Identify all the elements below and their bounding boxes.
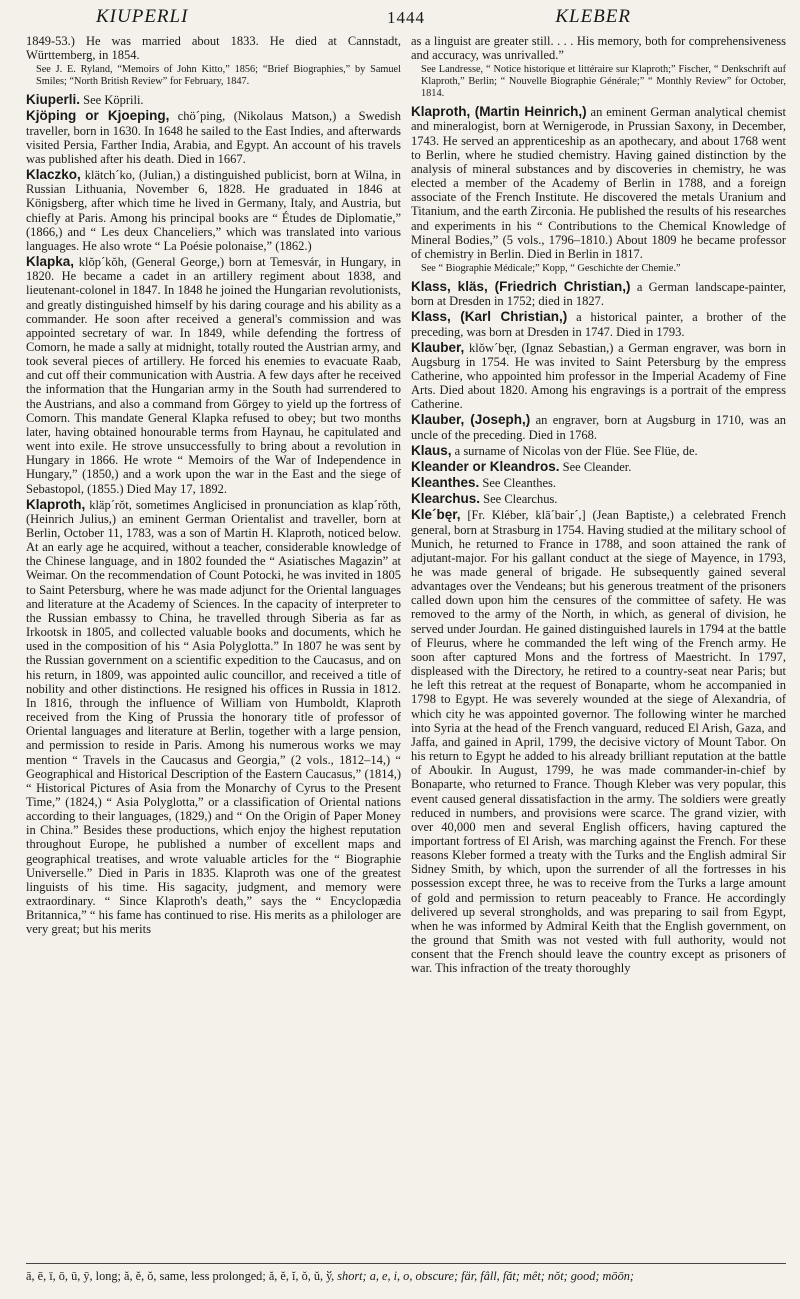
- reference-note: See J. E. Ryland, “Memoirs of John Kitto,” 1856; “Brief Biographies,” by Samuel Smiles; “North British Review” for February, 1847.: [36, 64, 401, 88]
- dictionary-entry: [411, 280, 786, 308]
- dictionary-entry: [26, 168, 401, 253]
- dictionary-entry: [411, 460, 786, 474]
- dictionary-entry: [26, 255, 401, 496]
- entry-text: See Clearchus.: [483, 492, 558, 507]
- dictionary-entry: [411, 476, 786, 490]
- dictionary-entry: [411, 444, 786, 458]
- running-header: [26, 6, 786, 30]
- dictionary-entry: [26, 34, 401, 62]
- entry-text: See Cleander.: [562, 459, 632, 474]
- entry-headword: Kiuperli.: [26, 92, 81, 108]
- entry-text: as a linguist are greater still. . . . His memory, both for comprehensiveness and accuracy, was unrivalled.”: [411, 34, 786, 63]
- reference-note: See “ Biographie Médicale;” Kopp, “ Geschichte der Chemie.”: [421, 263, 681, 275]
- entry-text: See Köprili.: [83, 93, 144, 108]
- right-column: [411, 34, 786, 1256]
- entry-headword: Klapka,: [26, 254, 75, 270]
- dictionary-entry: [411, 105, 786, 261]
- dictionary-entry: [26, 109, 401, 166]
- entry-text: [Fr. Kléber, klā´bair´,] (Jean Baptiste,) a celebrated French general, born at Strasburg in 1754. Having studied at the military school of Munich, he returned to France in 1788, and soon attained the rank of adjutant-major. For his gallant conduct at the siege of Mayence, in 1793, he was made general of brigade. He subsequently gained several advantages over the Vendeans; but his generous treatment of the prisoners called down upon him the censures of the committee of safety. He was removed to the army of the North, in which, as general of division, he served under Jourdan. He gained distinguished laurels in 1794 at the battle of Fleurus, where he commanded the left wing of the French army. He soon after captured Mons and the fortress of Maestricht. In 1797, displeased with the Directory, he retired to a country-seat near Paris; but he left this retreat at the request of Bonaparte, whom he accompanied in 1798 to Egypt. He was severely wounded at the siege of Alexandria, of which city he was appointed governor. The following winter he marched into Syria at the head of the French vanguard, reduced El Arish, Gaza, and Jaffa, and gained in April, 1799, the decisive victory of Mount Tabor. On his return to Egypt he added to his already brilliant reputation at the battle of Aboukir. In August, 1799, he was made commander-in-chief by Bonaparte, who returned to France. Though Kleber was very popular, this event caused general dissatisfaction in the army. The soldiers were greatly reduced in numbers, and provisions were scarce. The grand vizier, with over 40,000 men and several English officers, having captured the important fortress of El Arish, was marching against the French. For these reasons Kleber formed a treaty with the Turks and the English admiral Sir Sidney Smith, by which, upon the surrender of all the fortresses in his possession except three, he was to receive from the Turks a large amount of gold and permission to return peaceably to France. He accordingly delivered up several strongholds, and was preparing to sail from Egypt, when he was informed by Admiral Keith that the English government, on the ground that Smith was not vested with full authority, would not consent that the French should leave the country except as prisoners of war. This infraction of the treaty thoroughly: [411, 508, 786, 976]
- pronunciation-key: [26, 1263, 786, 1284]
- left-column: [26, 34, 401, 1256]
- header-left-word: KIUPERLI: [96, 6, 189, 27]
- dictionary-entry: [411, 341, 786, 412]
- entry-text: klŏp´kŏh, (General George,) born at Temesvár, in Hungary, in 1820. He became a cadet in an artillery regiment about 1838, and lieutenant-colonel in 1847. In 1848 he joined the Hungarian revolutionists, and greatly distinguished himself by his daring courage and his ability as a commander. He soon after received a general's commission and was appointed secretary of war. In 1849, while defending the fortress of Comorn, he made a sally at midnight, totally routed the Austrian army, and took several pieces of artillery. He forced his enemies to evacuate Raab, and cut off their communication with Austria. A few days after he received the information that the Hungarian army in the South had surrendered to the Austrians, and also a command from Görgey to yield up the fortress of Comorn. This mandate General Klapka refused to obey; but two months later, having obtained honourable terms from Haynau, he capitulated and went into exile. He strove unsuccessfully to bring about a revolution in Hungary in 1866. He wrote “ Memoirs of the War of Independence in Hungary,” (1850,) and a work upon the war in the East and the siege of Sebastopol, (1855.) Died May 17, 1892.: [26, 255, 401, 496]
- entry-text: a German landscape-painter, born at Dresden in 1752; died in 1827.: [411, 280, 786, 309]
- dictionary-entry: [26, 498, 401, 937]
- entry-text: chö´ping, (Nikolaus Matson,) a Swedish traveller, born in 1630. In 1648 he sailed to the East Indies, and afterwards visited Persia, Farther India, Arabia, and Egypt. An account of his travels was published after his death. Died in 1667.: [26, 109, 401, 166]
- dictionary-entry: [411, 413, 786, 441]
- entry-headword: Klass, kläs, (Friedrich Christian,): [411, 279, 631, 295]
- page-number: 1444: [387, 8, 425, 27]
- reference-note: See Landresse, “ Notice historique et littéraire sur Klaproth;” Fischer, “ Denkschrift auf Klaproth,” Berlin; “ Nouvelle Biographie Générale;” “ Monthly Review” for October, 1814.: [421, 64, 786, 100]
- dictionary-entry: [411, 492, 786, 506]
- entry-text: See Cleanthes.: [482, 476, 556, 491]
- entry-headword: Klaus,: [411, 442, 452, 458]
- entry-headword: Klass, (Karl Christian,): [411, 309, 568, 325]
- entry-text: kläp´rŏt, sometimes Anglicised in pronunciation as klap´rŏth, (Heinrich Julius,) an eminent German Orientalist and traveller, born at Berlin, October 11, 1783, was a son of Martin H. Klaproth, noticed below. At an early age he acquired, without a teacher, considerable knowledge of the Chinese language, and in 1802 founded the “ Asiatisches Magazin” at Weimar. On the recommendation of Count Potocki, he was invited in 1805 to Saint Petersburg, where he was made adjunct for the Oriental languages and literature at the Academy of Sciences. In the capacity of interpreter to the Russian embassy to China, he travelled through Siberia as far as Irkootsk in 1805, and collected valuable books and documents, which he used in the composition of his “ Asia Polyglotta.” In 1807 he was sent by the Russian government on a scientific expedition to the Caucasus, and on his return, in 1809, was appointed aulic councillor, and received a title of nobility and other distinctions. He resigned his offices in Russia in 1812. In 1816, through the influence of William von Humboldt, Klaproth received from the King of Prussia the honorary title of professor of Oriental languages and literature at Berlin, together with a large pension, and permission to reside in Paris. Among his numerous works we may mention “ Travels in the Caucasus and Georgia,” (2 vols., 1812–14,) “ Geographical and Historical Description of the Eastern Caucasus,” (1814,) “ Historical Pictures of Asia from the Monarchy of Cyrus to the Present Time,” (1824,) “ Asia Polyglotta,” or a classification of Oriental nations according to their languages, (1829,) and “ On the Origin of Paper Money in China.” Besides these productions, which enjoy the highest reputation throughout Europe, he published a number of excellent maps and geographical treatises, and wrote valuable articles for the “ Biographie Universelle.” Died in Paris in 1835. Klaproth was one of the greatest linguists of his time. His sagacity, judgment, and memory were extraordinary. “ Since Klaproth's death,” says the “ Encyclopædia Britannica,” “ his fame has continued to rise. His merits as a philologer are very great; but his merits: [26, 497, 401, 937]
- dictionary-entry: [26, 93, 401, 107]
- entry-text: klätch´ko, (Julian,) a distinguished publicist, born at Wilna, in Russian Lithuania, November 6, 1828. He graduated in 1846 at Königsberg, after which time he lived in Germany, Italy, and Austria, but chiefly at Paris. Among his principal books are “ Études de Diplomatie,” (1866,) and “ Les deux Chanceliers,” which was translated into various languages. He also wrote “ La Poésie polonaise,” (1862.): [26, 168, 401, 253]
- entry-headword: Klaproth,: [26, 496, 86, 512]
- entry-headword: Klauber, (Joseph,): [411, 412, 531, 428]
- entry-headword: Klaczko,: [26, 167, 81, 183]
- entry-headword: Kle´bęr,: [411, 507, 461, 523]
- entry-headword: Klaproth, (Martin Heinrich,): [411, 104, 587, 120]
- entry-text: an engraver, born at Augsburg in 1710, was an uncle of the preceding. Died in 1768.: [411, 413, 786, 442]
- entry-headword: Kjöping or Kjoeping,: [26, 108, 170, 124]
- entry-headword: Klauber,: [411, 339, 465, 355]
- pronunciation-obscure: obscure; fär, fâll, făt; mêt; nŏt; good; mōōn;: [415, 1269, 634, 1283]
- entry-headword: Klearchus.: [411, 491, 481, 507]
- entry-text: a historical painter, a brother of the preceding, was born at Dresden in 1747. Died in 1793.: [411, 310, 786, 339]
- entry-text: 1849-53.) He was married about 1833. He died at Cannstadt, Württemberg, in 1854.: [26, 34, 401, 63]
- entry-text: a surname of Nicolas von der Flüe. See Flüe, de.: [454, 443, 698, 458]
- text-columns: [26, 34, 786, 1256]
- pronunciation-short: short; a, e, i, o,: [337, 1269, 413, 1283]
- entry-headword: Kleander or Kleandros.: [411, 458, 560, 474]
- header-right-word: KLEBER: [555, 6, 631, 27]
- entry-text: klŏw´bęr, (Ignaz Sebastian,) a German engraver, was born in Augsburg in 1754. He was invited to Saint Petersburg by the empress Catherine, who appointed him professor in the Imperial Academy of Fine Arts. Died about 1820. Among his engravings is a portrait of the empress Catherine.: [411, 340, 786, 412]
- dictionary-entry: [411, 508, 786, 975]
- entry-headword: Kleanthes.: [411, 475, 480, 491]
- dictionary-entry: [411, 310, 786, 338]
- pronunciation-long: ā, ē, ī, ō, ū, ȳ, long; ă, ĕ, ŏ, same, less prolonged; ă, ĕ, ĭ, ŏ, ŭ, ў,: [26, 1269, 335, 1283]
- entry-text: an eminent German analytical chemist and mineralogist, born at Wernigerode, in Prussian Saxony, in December, 1743. He served an apprenticeship as an apothecary, and about 1768 went to Berlin, where he studied chemistry. Having gained distinction by the analysis of mineral substances and by discoveries in chemistry, he was elected a member of the Academy of Berlin in 1788, and a foreign associate of the French Institute. He discovered the metals Uranium and Titanium, and the earth Zirconia. He published the results of his researches and experiments in his “ Contributions to the Chemical Knowledge of Mineral Bodies,” (5 vols., 1796–1810.) About 1809 he became professor of chemistry in Berlin. Died in Berlin in 1817.: [411, 105, 786, 261]
- dictionary-entry: [411, 34, 786, 62]
